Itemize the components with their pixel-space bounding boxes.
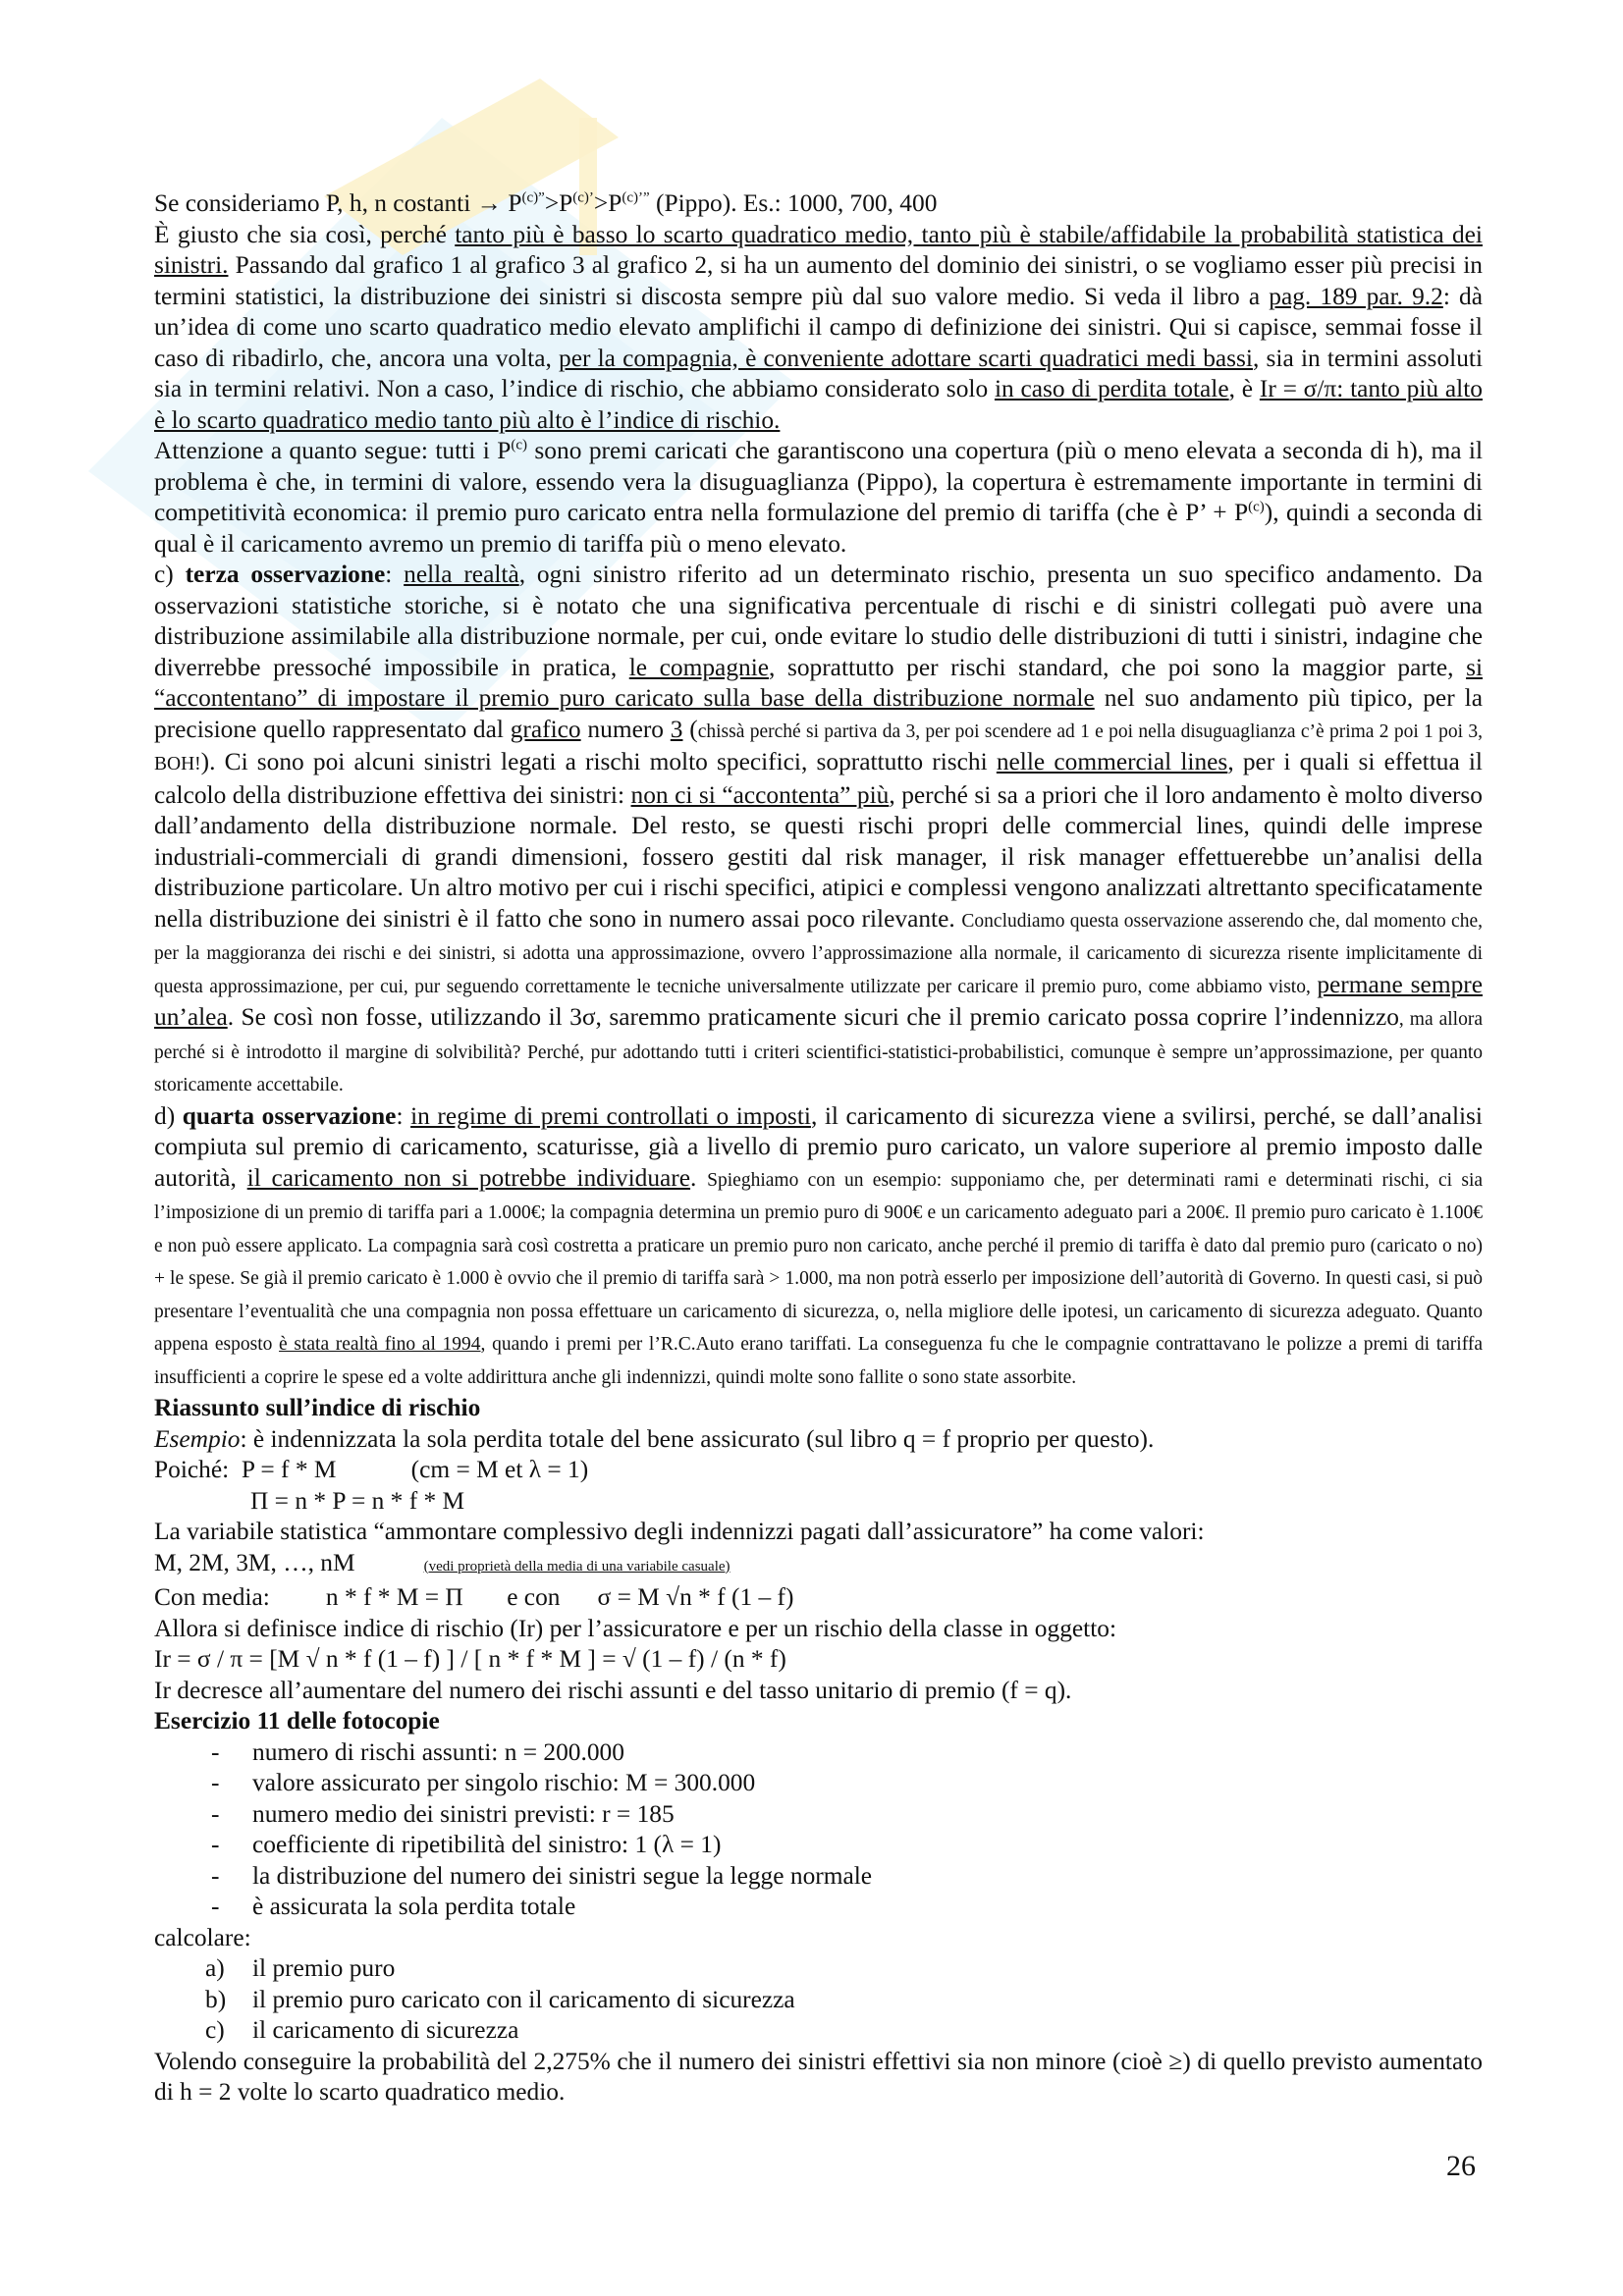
list-item: - numero di rischi assunti: n = 200.000 <box>211 1737 624 1766</box>
line-variabile: La variabile statistica “ammontare complessivo degli indennizzi pagati dall’assicuratore” ha come valori: <box>154 1518 1205 1545</box>
line-valori: M, 2M, 3M, …, nM (vedi proprietà della media di una variabile casuale) <box>154 1548 730 1576</box>
line-costanti: Se consideriamo P, h, n costanti → $P^{(c)”}>P^{(c)’}>P^{(c)’”}$ (Pippo). Es.: 1000, 700, 400 <box>154 189 938 217</box>
line-esempio: Esempio: è indennizzata la sola perdita totale del bene assicurato (sul libro q = f proprio per questo). <box>154 1424 1155 1453</box>
list-item: - è assicurata la sola perdita totale <box>211 1893 576 1920</box>
data-list <box>154 1737 1483 1923</box>
line-pi: Π = n * P = n * f * M <box>250 1486 465 1515</box>
list-item: - la distribuzione del numero dei sinistri segue la legge normale <box>211 1861 873 1890</box>
paragraph-scarto: È giusto che sia così, perché tanto più è basso lo scarto quadratico medio, tanto più è stabile/affidabile la probabilità statistica dei sinistri. Passando dal grafico 1 al grafico 3 al grafico 2, si ha un aumento del dominio dei sinistri, o se vogliamo esser più precisi in termini statistici, la distribuzione dei sinistri si discosta sempre più dal suo valore medio. Si veda il libro a pag. 189 par. 9.2: dà un’idea di come uno scarto quadratico medio elevato amplifichi il campo di definizione dei sinistri. Qui si capisce, semmai fosse il caso di ribadirlo, che, ancora una volta, per la compagnia, è conveniente adottare scarti quadratici medi bassi, sia in termini assoluti sia in termini relativi. Non a caso, l’indice di rischio, che abbiamo considerato solo in caso di perdita totale, è Ir = σ/π: tanto più alto è lo scarto quadratico medio tanto più alto è l’indice di rischio. <box>154 220 1484 434</box>
line-poiche: Poiché: P = f * M (cm = M et λ = 1) <box>154 1456 589 1483</box>
list-item: - numero medio dei sinistri previsti: r = 185 <box>211 1799 675 1828</box>
list-item: c) il caricamento di sicurezza <box>205 2016 519 2044</box>
list-item: b) il premio puro caricato con il caricamento di sicurezza <box>205 1985 795 2013</box>
line-ir-decresce: Ir decresce all’aumentare del numero dei rischi assunti e del tasso unitario di premio (f = q). <box>154 1676 1072 1704</box>
heading-esercizio: Esercizio 11 delle fotocopie <box>154 1707 440 1735</box>
line-media: Con media: n * f * M = Π e con σ = M √n * f (1 – f) <box>154 1583 794 1611</box>
line-definizione: Allora si definisce indice di rischio (Ir) per l’assicuratore e per un rischio della classe in oggetto: <box>154 1614 1117 1642</box>
paragraph-quarta-osservazione: d) quarta osservazione: in regime di premi controllati o imposti, il caricamento di sicurezza viene a svilirsi, perché, se dall’analisi compiuta sul premio di caricamento, scaturisse, già a livello di premio puro caricato, un valore superiore al premio imposto dalle autorità, il caricamento non si potrebbe individuare. Spieghiamo con un esempio: supponiamo che, per determinati rami e determinati rischi, ci sia l’imposizione di un premio di tariffa pari a 1.000€; la compagnia determina un premio puro di 900€ e un caricamento adeguato pari a 200€. Il premio puro caricato è 1.100€ e non può essere applicato. La compagnia sarà così costretta a praticare un premio puro non caricato, anche perché il premio di tariffa è dato dal premio puro (caricato o no) + le spese. Se già il premio caricato è 1.000 è ovvio che il premio di tariffa sarà > 1.000, ma non potrà esserlo per imposizione dell’autorità di Governo. In questi casi, si può presentare l’eventualità che una compagnia non possa effettuare un caricamento di sicurezza, o, nella migliore delle ipotesi, un caricamento di sicurezza adeguato. Quanto appena esposto è stata realtà fino al 1994, quando i premi per l’R.C.Auto erano tariffati. La conseguenza fu che le compagnie contrattavano le polizze a premi di tariffa insufficienti a coprire le spese ed a volte addirittura anche gli indennizzi, quindi molte sono fallite o sono state assorbite. <box>154 1101 1484 1388</box>
list-item: a) il premio puro <box>205 1954 396 1982</box>
line-calcolare: calcolare: <box>154 1923 251 1951</box>
paragraph-terza-osservazione: c) terza osservazione: nella realtà, ogni sinistro riferito ad un determinato rischio, presenta un suo specifico andamento. Da osservazioni statistiche storiche, si è notato che una significativa percentuale di rischi e di sinistri collegati può avere una distribuzione assimilabile alla distribuzione normale, per cui, onde evitare lo studio delle distribuzioni di tutti i sinistri, indagine che diverrebbe pressoché impossibile in pratica, le compagnie, soprattutto per rischi standard, che poi sono la maggior parte, si “accontentano” di impostare il premio puro caricato sulla base della distribuzione normale nel suo andamento più tipico, per la precisione quello rappresentato dal grafico numero 3 (chissà perché si partiva da 3, per poi scendere ad 1 e poi nella disuguaglianza c’è prima 2 poi 1 poi 3, BOH!). Ci sono poi alcuni sinistri legati a rischi molto specifici, soprattutto rischi nelle commercial lines, per i quali si effettua il calcolo della distribuzione effettiva dei sinistri: non ci si “accontenta” più, perché si sa a priori che il loro andamento è molto diverso dall’andamento della distribuzione normale. Del resto, se questi rischi propri delle commercial lines, quindi delle imprese industriali-commerciali di grandi dimensioni, fossero gestiti dal risk manager, il risk manager effettuerebbe un’analisi della distribuzione particolare. Un altro motivo per cui i rischi specifici, atipici e complessi vengono analizzati altrettanto specificatamente nella distribuzione dei sinistri è il fatto che sono in numero assai poco rilevante. Concludiamo questa osservazione asserendo che, dal momento che, per la maggioranza dei rischi e dei sinistri, si adotta una approssimazione, ovvero l’approssimazione alla normale, il caricamento di sicurezza risente implicitamente di questa approssimazione, per cui, pur seguendo correttamente le tecniche universalmente utilizzate per caricare il premio puro, come abbiamo visto, permane sempre un’alea. Se così non fosse, utilizzando il 3σ, saremmo praticamente sicuri che il premio caricato possa coprire l’indennizzo, ma allora perché si è introdotto il margine di solvibilità? Perché, pur adottando tutti i criteri scientifici-statistici-probabilistici, comunque è sempre un’approssimazione, per quanto storicamente accettabile. <box>154 561 1484 1095</box>
heading-riassunto: Riassunto sull’indice di rischio <box>154 1394 481 1421</box>
list-item: - coefficiente di ripetibilità del sinistro: 1 (λ = 1) <box>211 1831 722 1858</box>
page-number: 26 <box>1446 2150 1476 2182</box>
line-volendo: Volendo conseguire la probabilità del 2,275% che il numero dei sinistri effettivi sia non minore (cioè ≥) di quello previsto aumentato di h = 2 volte lo scarto quadratico medio. <box>154 2047 1483 2106</box>
paragraph-attenzione: Attenzione a quanto segue: tutti i $P^{(c)}$ sono premi caricati che garantiscono una copertura (più o meno elevata a seconda di h), ma il problema è che, in termini di valore, essendo vera la disuguaglianza (Pippo), la copertura è estremamente importante in termini di competitività economica: il premio puro caricato entra nella formulazione del premio di tariffa (che è P’ + $P^{(c)}$), quindi a seconda di qual è il caricamento avremo un premio di tariffa più o meno elevato. <box>154 437 1484 558</box>
task-list <box>154 1953 1483 2047</box>
list-item: - valore assicurato per singolo rischio: M = 300.000 <box>211 1769 756 1796</box>
main-text <box>154 188 1483 2109</box>
line-formula-ir: Ir = σ / π = [M √ n * f (1 – f) ] / [ n * f * M ] = √ (1 – f) / (n * f) <box>154 1645 786 1673</box>
